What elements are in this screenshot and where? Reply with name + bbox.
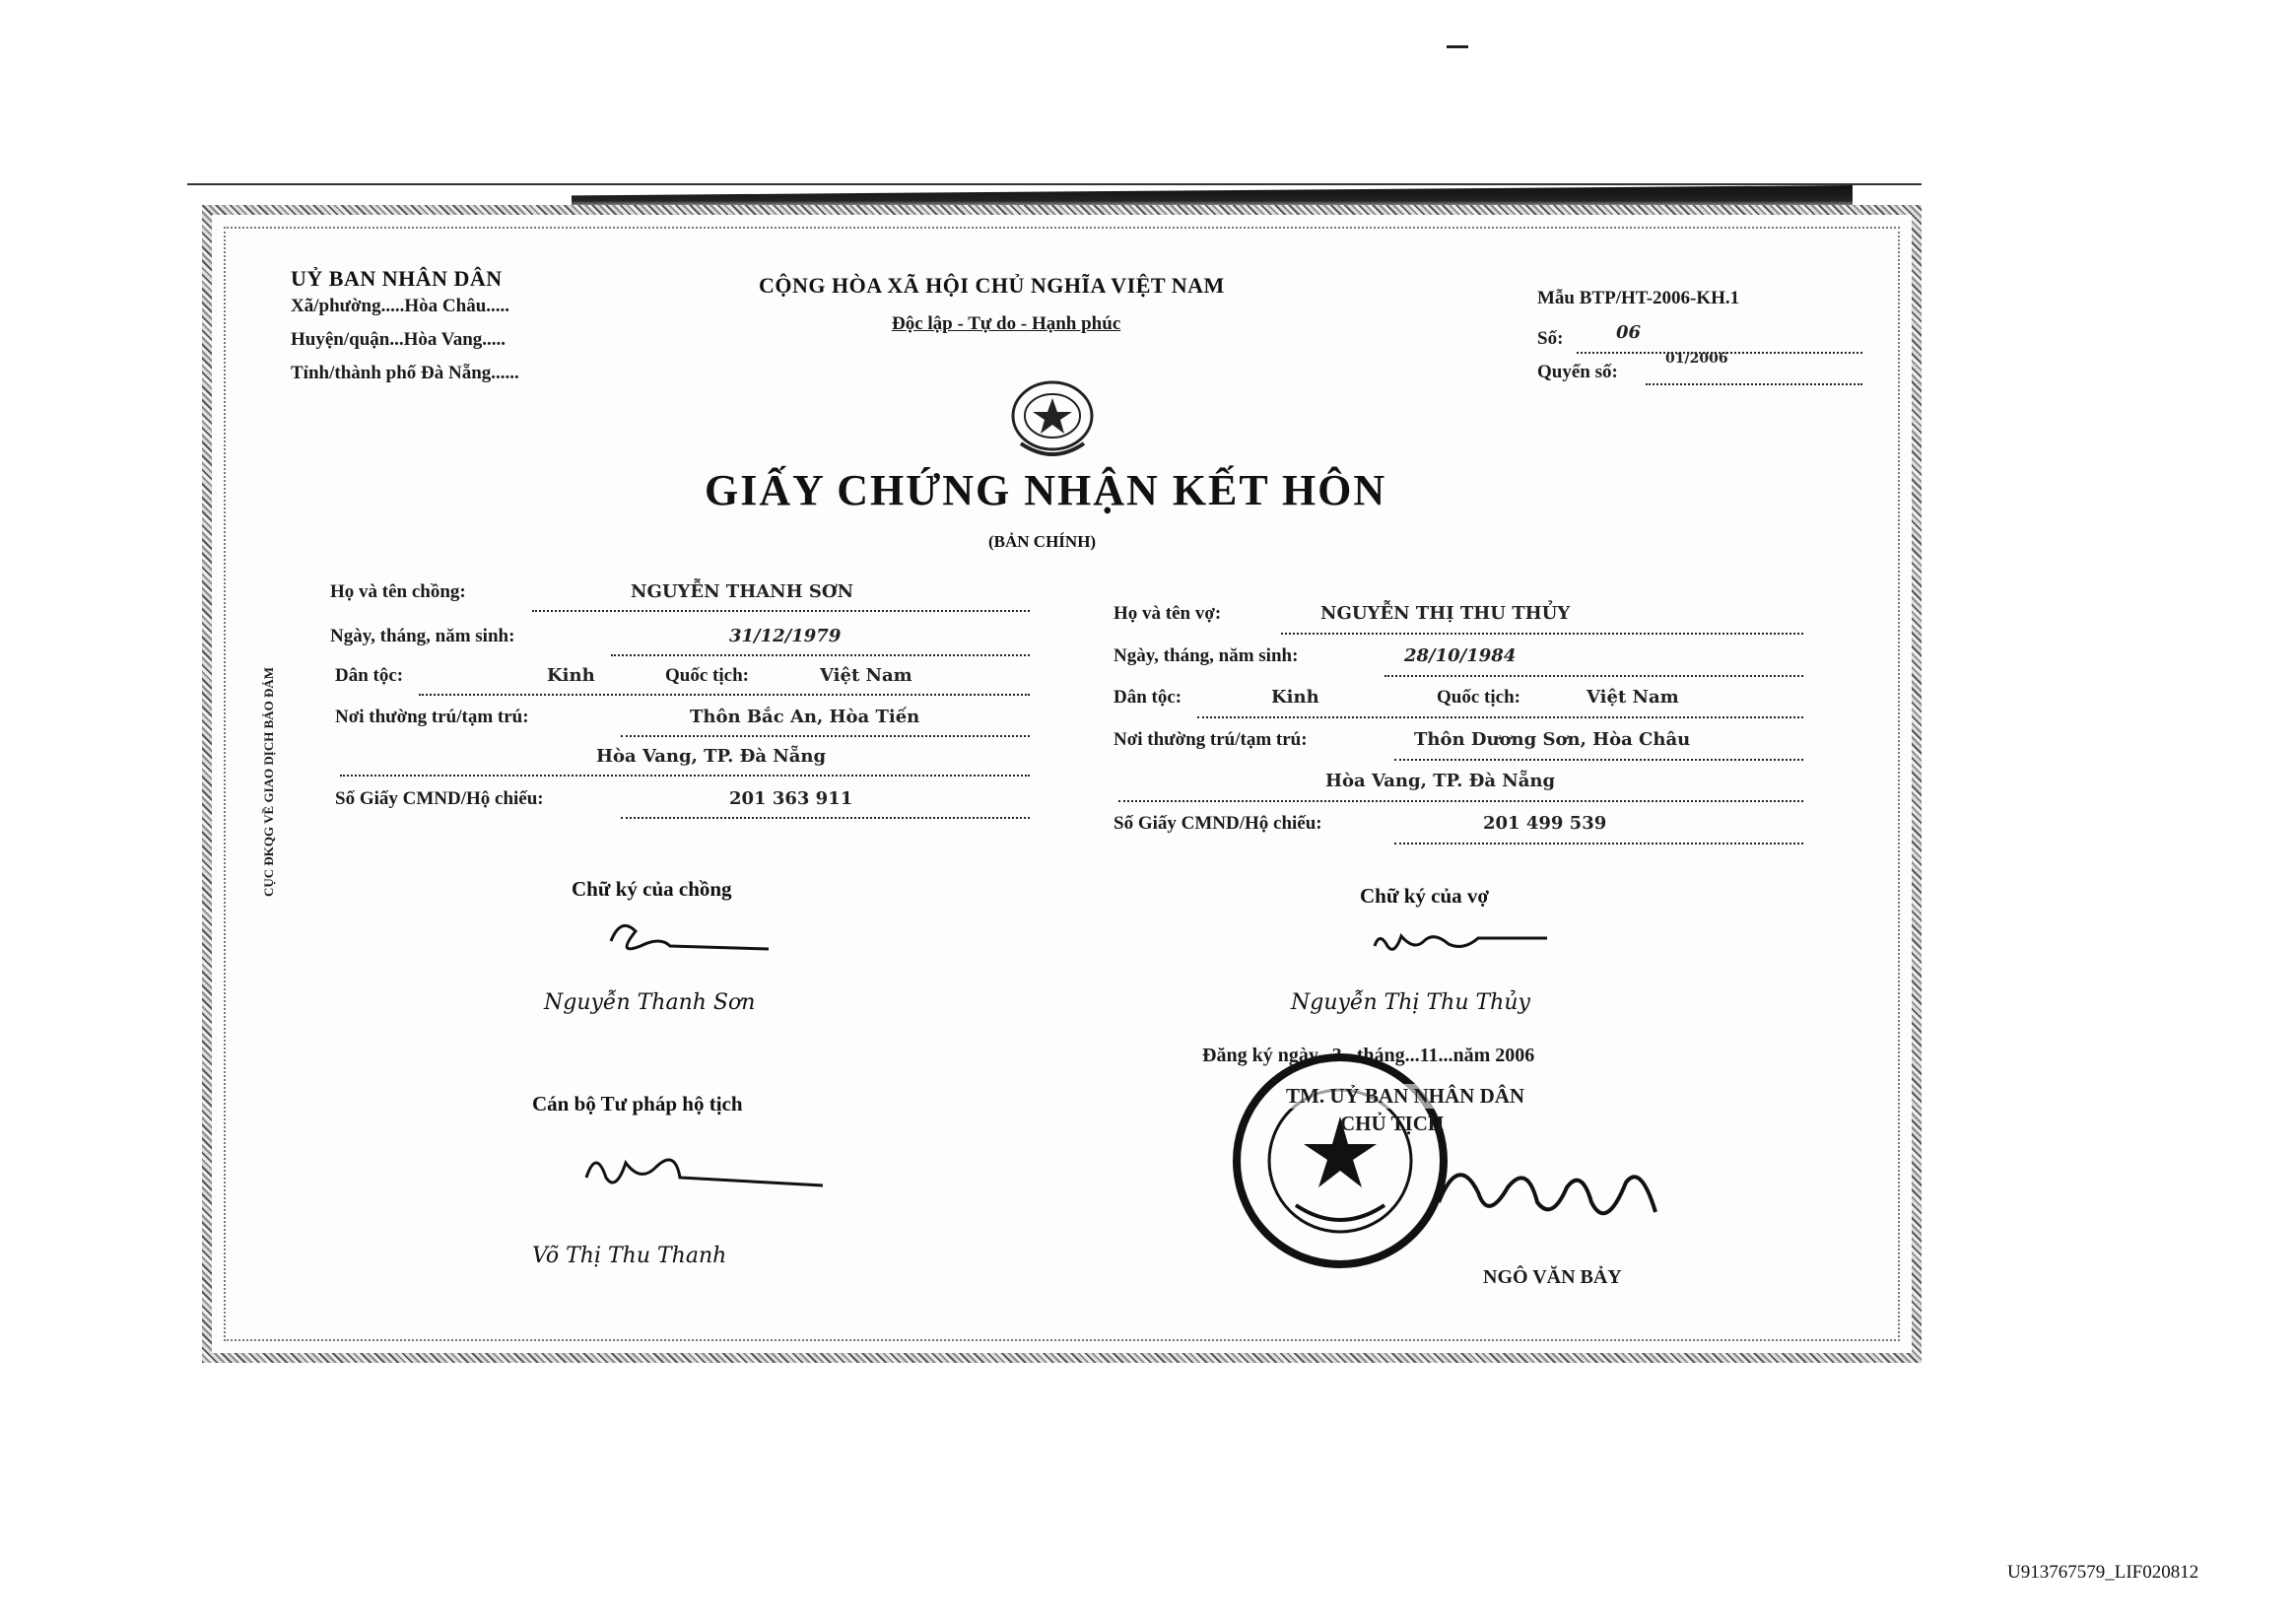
husband-nationality: Việt Nam	[820, 665, 912, 686]
wife-name: NGUYỄN THỊ THU THỦY	[1320, 603, 1571, 624]
husband-dob: 31/12/1979	[729, 626, 842, 646]
wife-dob: 28/10/1984	[1404, 645, 1517, 666]
seal-authority: TM. UỶ BAN NHÂN DÂN	[1286, 1084, 1525, 1108]
side-stamp-text: CỤC ĐKQG VỀ GIAO DỊCH BẢO ĐẢM	[261, 666, 276, 897]
wife-residence-label: Nơi thường trú/tạm trú:	[1114, 729, 1308, 750]
husband-residence-line1: Thôn Bắc An, Hòa Tiến	[690, 707, 920, 727]
husband-residence-line2: Hòa Vang, TP. Đà Nẵng	[596, 746, 827, 767]
husband-printed-name: Nguyễn Thanh Sơn	[544, 990, 756, 1015]
husband-nationality-label: Quốc tịch:	[662, 665, 752, 687]
certificate-title: GIẤY CHỨNG NHẬN KẾT HÔN	[705, 466, 1387, 514]
husband-id: 201 363 911	[729, 788, 853, 809]
wife-residence-line2: Hòa Vang, TP. Đà Nẵng	[1325, 771, 1556, 791]
wife-ethnic: Kinh	[1271, 687, 1319, 708]
wife-nationality: Việt Nam	[1587, 687, 1679, 708]
officer-signature	[567, 1138, 833, 1207]
wife-printed-name: Nguyễn Thị Thu Thủy	[1291, 990, 1530, 1015]
issuer-commune: Xã/phường.....Hòa Châu.....	[291, 296, 510, 316]
husband-signature	[601, 912, 778, 971]
issuer-title: UỶ BAN NHÂN DÂN	[291, 266, 503, 291]
wife-name-label: Họ và tên vợ:	[1114, 603, 1222, 624]
husband-name-label: Họ và tên chồng:	[330, 581, 466, 602]
seal-chairman-title: CHỦ TỊCH	[1340, 1112, 1445, 1135]
book-number-value: 01/2006	[1665, 351, 1728, 367]
wife-id: 201 499 539	[1483, 813, 1607, 834]
husband-dob-label: Ngày, tháng, năm sinh:	[330, 626, 515, 646]
wife-residence-line1: Thôn Dương Sơn, Hòa Châu	[1414, 729, 1691, 750]
document-id: U913767579_LIF020812	[2007, 1562, 2199, 1583]
wife-dob-label: Ngày, tháng, năm sinh:	[1114, 645, 1299, 666]
husband-id-label: Số Giấy CMND/Hộ chiếu:	[335, 788, 544, 809]
husband-signature-label: Chữ ký của chồng	[572, 877, 732, 901]
scan-speck	[1447, 45, 1468, 48]
register-number-label: Số:	[1537, 328, 1564, 349]
wife-signature	[1370, 916, 1557, 966]
chairman-signature	[1419, 1143, 1675, 1251]
husband-residence-label: Nơi thường trú/tạm trú:	[335, 707, 529, 727]
form-code: Mẫu BTP/HT-2006-KH.1	[1537, 288, 1740, 308]
chairman-name: NGÔ VĂN BẢY	[1483, 1266, 1622, 1288]
national-emblem-icon	[1003, 374, 1102, 463]
wife-nationality-label: Quốc tịch:	[1434, 687, 1523, 709]
wife-id-label: Số Giấy CMND/Hộ chiếu:	[1114, 813, 1322, 834]
wife-signature-label: Chữ ký của vợ	[1360, 884, 1490, 908]
country-name: CỘNG HÒA XÃ HỘI CHỦ NGHĨA VIỆT NAM	[759, 273, 1225, 298]
husband-ethnic: Kinh	[547, 665, 595, 686]
officer-printed-name: Võ Thị Thu Thanh	[532, 1244, 727, 1268]
book-number-label: Quyển số:	[1537, 362, 1618, 382]
registration-date: Đăng ký ngày...3...tháng...11...năm 2006	[1202, 1045, 1535, 1066]
national-motto: Độc lập - Tự do - Hạnh phúc	[892, 313, 1121, 334]
husband-ethnic-label: Dân tộc:	[335, 665, 404, 686]
wife-ethnic-label: Dân tộc:	[1114, 687, 1182, 708]
certificate-subtitle: (BẢN CHÍNH)	[988, 532, 1097, 551]
officer-signature-label: Cán bộ Tư pháp hộ tịch	[532, 1092, 743, 1116]
register-number-value: 06	[1616, 322, 1642, 343]
issuer-city: Tỉnh/thành phố Đà Nẵng......	[291, 363, 519, 383]
issuer-district: Huyện/quận...Hòa Vang.....	[291, 329, 506, 350]
husband-name: NGUYỄN THANH SƠN	[631, 581, 854, 602]
scan-edge-rule	[187, 183, 1922, 185]
